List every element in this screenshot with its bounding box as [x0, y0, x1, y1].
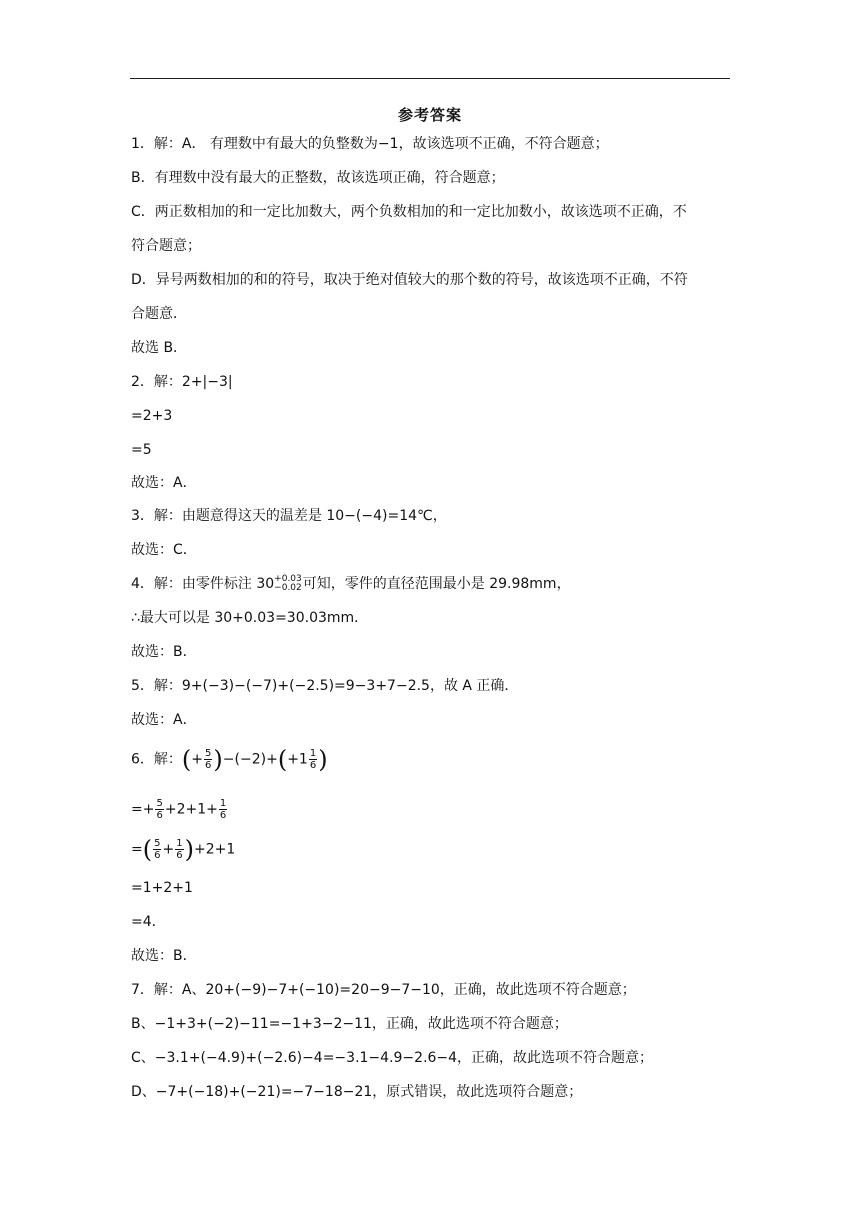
q6-line4: =1+2+1	[131, 880, 193, 896]
fraction-1-6: $\frac{1}{6}$	[309, 748, 317, 771]
fraction-5-6: $\frac{5}{6}$	[205, 748, 212, 771]
fraction-1-6: $\frac{1}{6}$	[176, 838, 183, 861]
q2-line3: =5	[131, 442, 152, 458]
q4-tolerance-upper: +0.03	[274, 574, 302, 584]
q2-line2: =2+3	[131, 408, 173, 424]
q4-tolerance	[274, 575, 302, 593]
q1-option-b: B．有理数中没有最大的正整数，故该选项正确，符合题意；	[131, 170, 505, 186]
q3-answer: 故选：C．	[131, 542, 197, 558]
q7-option-a: 7．解：A、20+(−9)−7+(−10)=20−9−7−10，正确，故此选项不符合题意；	[131, 982, 636, 998]
q1-option-d-line2: 合题意．	[131, 306, 187, 322]
q1-option-a: 1．解：A． 有理数中有最大的负整数为−1，故该选项不正确，不符合题意；	[131, 136, 609, 152]
page-title: 参考答案	[397, 106, 462, 124]
q4-line1	[131, 574, 571, 594]
fraction-1-6: $\frac{1}{6}$	[219, 798, 227, 821]
fraction-5-6: $\frac{5}{6}$	[154, 838, 161, 861]
q5-line1: 5．解：9+(−3)−(−7)+(−2.5)=9−3+7−2.5，故 A 正确．	[131, 678, 519, 694]
q7-option-b: B、−1+3+(−2)−11=−1+3−2−11，正确，故此选项不符合题意；	[131, 1016, 568, 1032]
q1-option-c-line1: C．两正数相加的和一定比加数大，两个负数相加的和一定比加数小，故该选项不正确，不	[131, 204, 687, 220]
header-rule	[130, 78, 730, 79]
q6-line5: =4．	[131, 914, 166, 930]
q6-line2: =+ $\frac{5}{6}$ +2+1+ $\frac{1}{6}$	[131, 798, 227, 821]
q1-option-c-line2: 符合题意；	[131, 238, 201, 254]
q5-answer: 故选：A．	[131, 712, 197, 728]
q4-prefix: 4．解：由零件标注 30	[131, 576, 275, 592]
q7-option-d: D、−7+(−18)+(−21)=−7−18−21，原式错误，故此选项符合题意；	[131, 1084, 583, 1100]
q6-answer: 故选：B．	[131, 948, 197, 964]
q6-label: 6．解：	[131, 751, 182, 768]
q4-line2: ∴最大可以是 30+0.03=30.03mm．	[131, 610, 369, 626]
q7-option-c: C、−3.1+(−4.9)+(−2.6)−4=−3.1−4.9−2.6−4，正确，故此选项不符合题意；	[131, 1050, 654, 1066]
q6-line1: 6．解：(+ $\frac{5}{6}$ )−(−2)+(+1 $\frac{1}{6}$ )	[131, 745, 328, 774]
q2-answer: 故选：A．	[131, 475, 197, 491]
q6-line3: =( $\frac{5}{6}$ + $\frac{1}{6}$ )+2+1	[131, 835, 236, 864]
q2-line1: 2．解：2+|−3|	[131, 374, 233, 390]
q4-tolerance-lower: −0.02	[274, 583, 302, 593]
q1-option-d-line1: D．异号两数相加的和的符号，取决于绝对值较大的那个数的符号，故该选项不正确，不符	[131, 272, 688, 288]
q3-line1: 3．解：由题意得这天的温差是 10−(−4)=14℃，	[131, 508, 447, 524]
q4-suffix: 可知，零件的直径范围最小是 29.98mm，	[302, 576, 571, 592]
fraction-5-6: $\frac{5}{6}$	[156, 798, 163, 821]
q4-answer: 故选：B．	[131, 644, 197, 660]
q1-answer: 故选 B．	[131, 340, 188, 356]
